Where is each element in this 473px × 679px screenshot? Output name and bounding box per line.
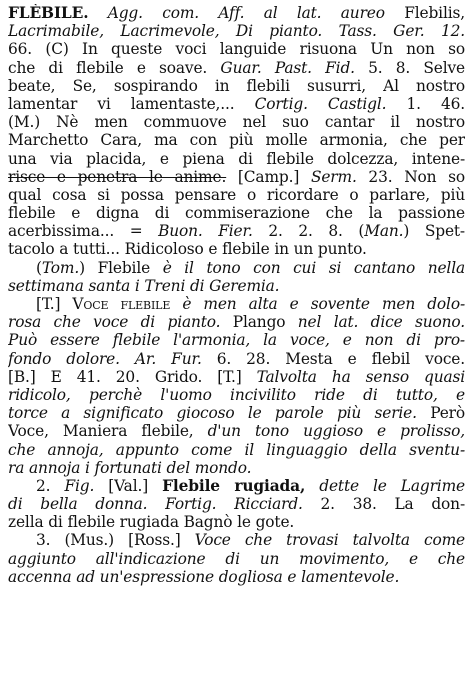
entry-line-24: Voce, Maniera flebile, d'un tono uggioso e prolisso, [8,422,465,441]
entry-line-29: zella di flebile rugiada Bagnò le gote. [8,513,295,532]
entry-line-17: [T.] Voce flebile è men alta e sovente men dolo- [36,295,465,313]
entry-line-15: (Tom.) Flebile è il tono con cui si cantano nella [36,258,465,277]
entry-line-27: 2. Fig. [Val.] Flebile rugiada, dette le Lagrime [36,476,465,495]
dictionary-entry-flebile [8,4,465,586]
entry-line-25: che annoja, appunto come il linguaggio della sventu- [8,440,465,459]
headword: FLÈBILE. [8,4,89,22]
entry-line-19: Può essere flebile l'armonia, la voce, e non di pro- [8,331,465,350]
entry-line-6: lamentar vi lamentaste,... Cortig. Castigl. 1. 46. [8,94,465,113]
entry-line-30: 3. (Mus.) [Ross.] Voce che trovasi talvolta come [36,531,465,550]
entry-line-22: ridicolo, perchè l'uomo incivilito ride di tutto, e [8,385,465,404]
entry-line-7: (M.) Nè men commuove nel suo cantar il nostro [8,113,465,132]
entry-line-12: flebile e digna di commiserazione che la passione [8,204,465,223]
entry-line-5: beate, Se, sospirando in flebili susurri, Al nostro [8,76,465,95]
entry-line-9: una via placida, e piena di flebile dolcezza, intene- [8,149,465,168]
entry-line-4: che di flebile e soave. Guar. Past. Fid. 5. 8. Selve [8,58,465,77]
entry-line-21: [B.] E 41. 20. Grido. [T.] Talvolta ha senso quasi [8,367,465,386]
entry-line-2: Lacrimabile, Lacrimevole, Di pianto. Tass. Ger. 12. [8,22,465,41]
entry-line-23: torce a significato giocoso le parole più serie. Però [8,404,465,423]
entry-line-14: tacolo a tutti... Ridicoloso e flebile in un punto. [8,240,367,259]
struck-text: risce e penetra le anime. [8,167,227,186]
entry-line-16: settimana santa i Treni di Geremia. [8,276,280,295]
entry-line-13: acerbissima... = Buon. Fier. 2. 2. 8. (Man.) Spet- [8,222,465,241]
entry-line-28: di bella donna. Fortig. Ricciard. 2. 38. La don- [8,495,465,514]
entry-line-11: qual cosa si possa pensare o ricordare o parlare, più [8,185,465,204]
entry-line-31: aggiunto all'indicazione di un movimento, e che [8,549,465,568]
entry-line-32: accenna ad un'espressione dogliosa e lamentevole. [8,567,400,586]
entry-line-26: ra annoja i fortunati del mondo. [8,458,252,477]
entry-line-10: risce e penetra le anime. [Camp.] Serm. 23. Non so [8,167,465,186]
entry-line-8: Marchetto Cara, ma con più molle armonia, che per [8,131,465,150]
entry-line-1: FLÈBILE. Agg. com. Aff. al lat. aureo Flebilis, [8,4,465,22]
entry-line-3: 66. (C) In queste voci languide risuona Un non so [8,40,465,59]
entry-line-20: fondo dolore. Ar. Fur. 6. 28. Mesta e flebil voce. [8,349,465,368]
entry-line-18: rosa che voce di pianto. Plango nel lat. dice suono. [8,313,465,332]
